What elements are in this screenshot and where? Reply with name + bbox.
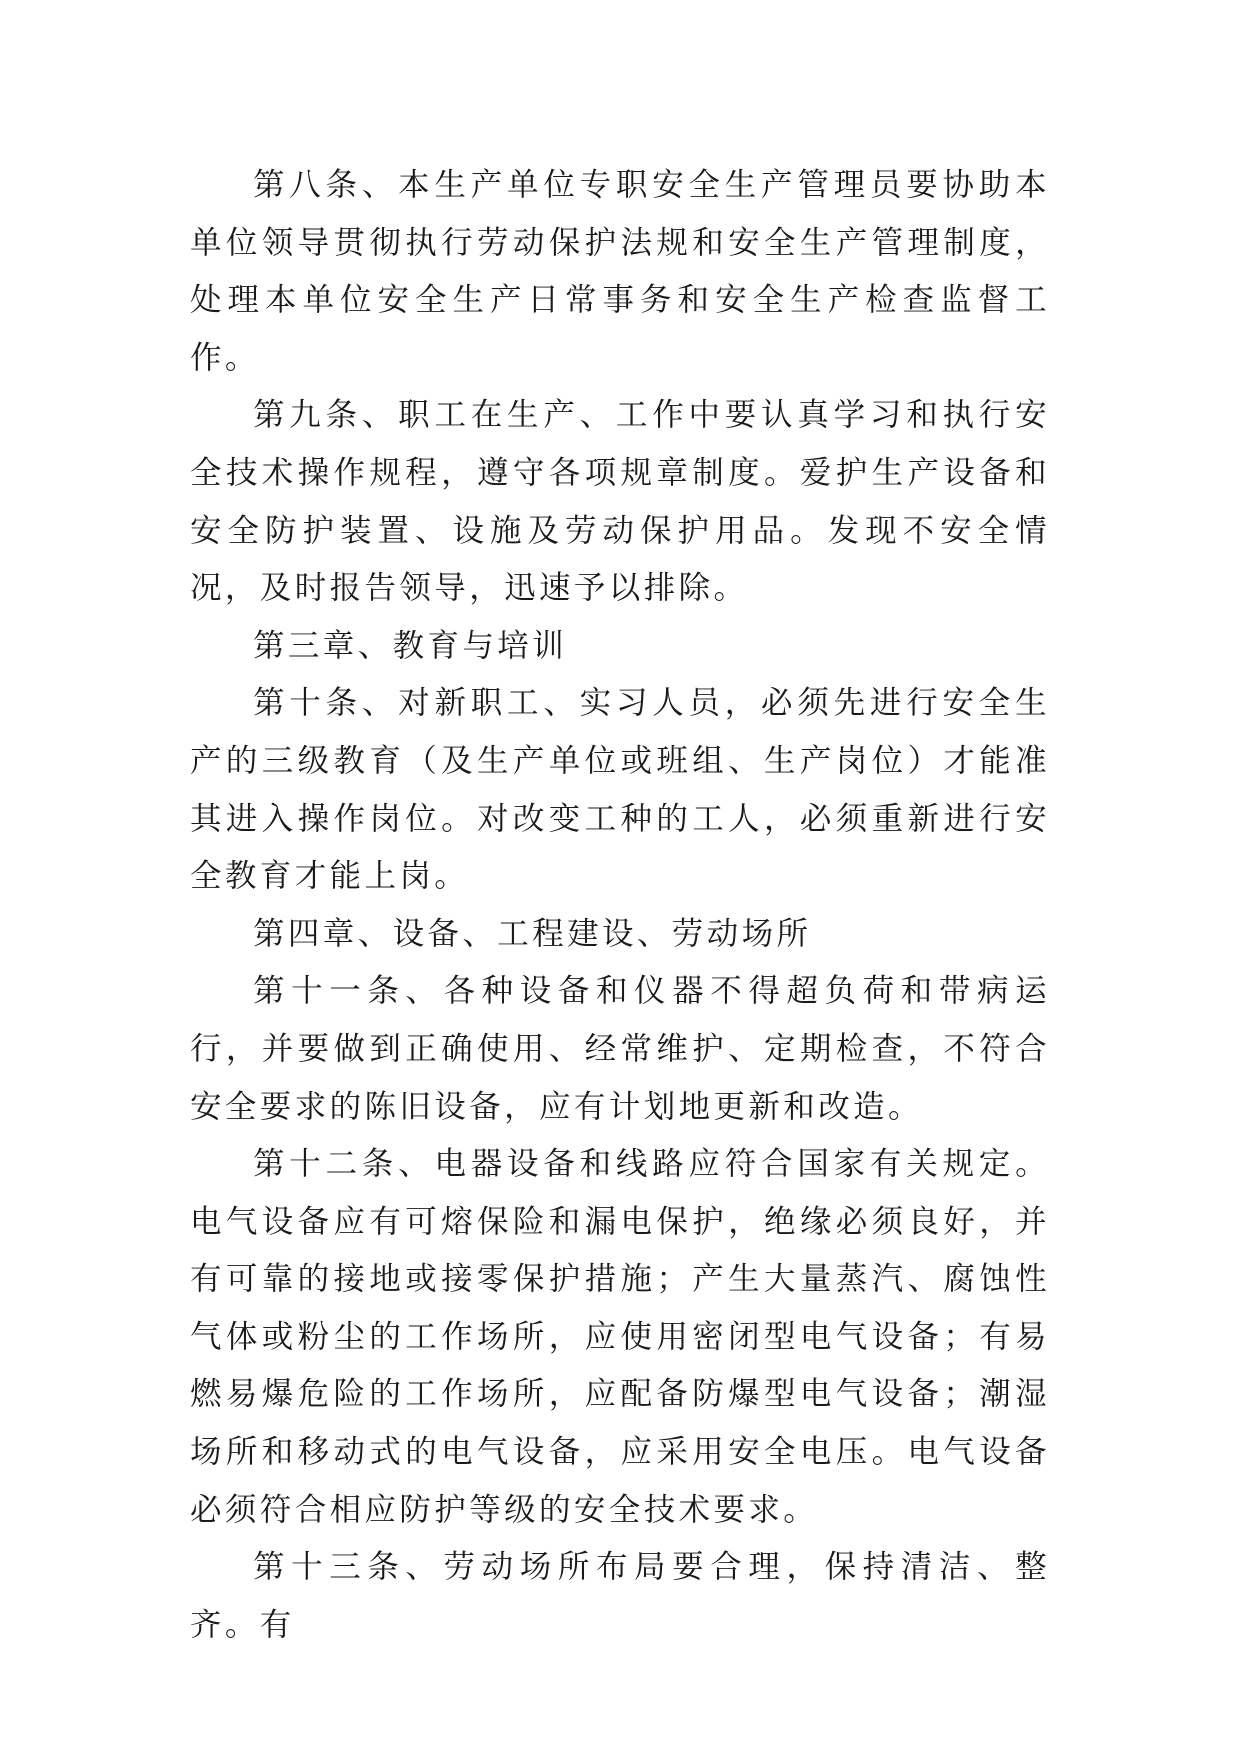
paragraph-article-9: 第九条、职工在生产、工作中要认真学习和执行安全技术操作规程，遵守各项规章制度。爱护生产设备和安全防护装置、设施及劳动保护用品。发现不安全情况，及时报告领导，迅速予以排除。 (190, 397, 1050, 607)
paragraph-article-12: 第十二条、电器设备和线路应符合国家有关规定。电气设备应有可熔保险和漏电保护，绝缘必须良好，并有可靠的接地或接零保护措施；产生大量蒸汽、腐蚀性气体或粉尘的工作场所，应使用密闭型电气设备；有易燃易爆危险的工作场所，应配备防爆型电气设备；潮湿场所和移动式的电气设备，应采用安全电压。电气设备必须符合相应防护等级的安全技术要求。 (190, 1146, 1050, 1528)
chapter-heading-3: 第三章、教育与培训 (253, 627, 568, 664)
paragraph-article-10: 第十条、对新职工、实习人员，必须先进行安全生产的三级教育（及生产单位或班组、生产岗位）才能准其进入操作岗位。对改变工种的工人，必须重新进行安全教育才能上岗。 (190, 685, 1050, 895)
paragraph-article-11: 第十一条、各种设备和仪器不得超负荷和带病运行，并要做到正确使用、经常维护、定期检查，不符合安全要求的陈旧设备，应有计划地更新和改造。 (190, 973, 1050, 1125)
chapter-heading-4: 第四章、设备、工程建设、劳动场所 (253, 915, 812, 952)
document-body (190, 157, 1050, 1654)
paragraph-article-13: 第十三条、劳动场所布局要合理，保持清洁、整齐。有 (190, 1549, 1050, 1643)
paragraph-article-8: 第八条、本生产单位专职安全生产管理员要协助本单位领导贯彻执行劳动保护法规和安全生产管理制度，处理本单位安全生产日常事务和安全生产检查监督工作。 (190, 167, 1050, 376)
